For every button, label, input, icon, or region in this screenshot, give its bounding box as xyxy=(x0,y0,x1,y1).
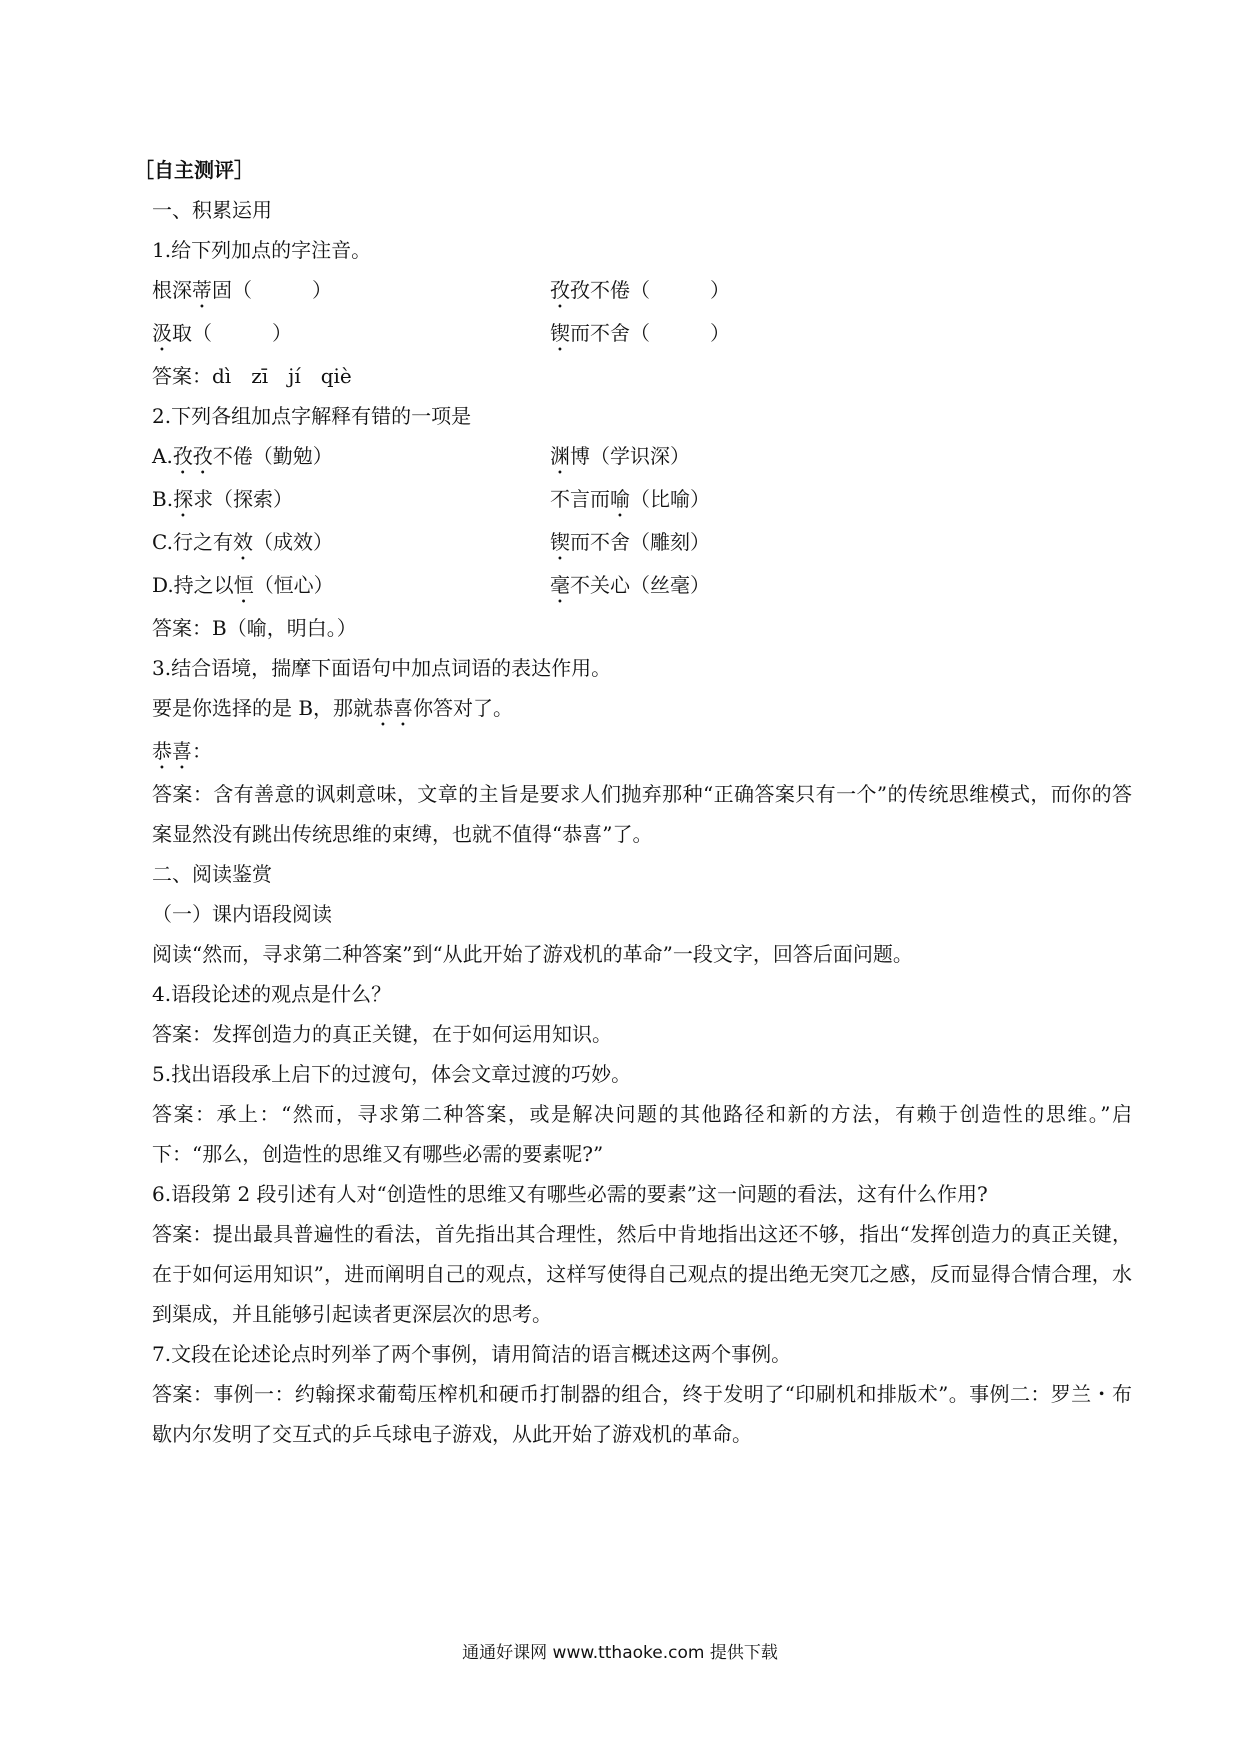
q7-prompt: 7.文段在论述论点时列举了两个事例，请用简洁的语言概述这两个事例。 xyxy=(152,1342,792,1366)
page-footer: 通通好课网 www.tthaoke.com 提供下载 xyxy=(462,1643,778,1663)
q2-row-a xyxy=(152,436,1132,479)
q3-sentence: 要是你选择的是 B，那就恭喜你答对了。 xyxy=(152,696,514,720)
sub1-heading: （一）课内语段阅读 xyxy=(152,902,332,926)
q1-item-1: 根深蒂固（ ） xyxy=(152,278,332,302)
q3-prompt: 3.结合语境，揣摩下面语句中加点词语的表达作用。 xyxy=(152,656,612,680)
document-body xyxy=(134,150,1132,1454)
q1-item-3: 汲取（ ） xyxy=(152,321,292,345)
q2-option-c: C.行之有效（成效） xyxy=(152,530,333,554)
q5-prompt: 5.找出语段承上启下的过渡句，体会文章过渡的巧妙。 xyxy=(152,1062,632,1086)
q2-prompt: 2.下列各组加点字解释有错的一项是 xyxy=(152,404,472,428)
q4-prompt: 4.语段论述的观点是什么？ xyxy=(152,982,392,1006)
q1-row-1 xyxy=(152,270,1132,313)
reading-intro: 阅读“然而，寻求第二种答案”到“从此开始了游戏机的革命”一段文字，回答后面问题。 xyxy=(152,942,913,966)
part2-heading: 二、阅读鉴赏 xyxy=(152,862,272,886)
q2-option-a-right: 渊博（学识深） xyxy=(550,444,690,468)
q2-row-d xyxy=(152,565,1132,608)
q6-prompt: 6.语段第 2 段引述有人对“创造性的思维又有哪些必需的要素”这一问题的看法，这有什么作用? xyxy=(152,1182,988,1206)
q1-prompt: 1.给下列加点的字注音。 xyxy=(152,238,372,262)
q2-row-b xyxy=(152,479,1132,522)
q1-item-4: 锲而不舍（ ） xyxy=(550,321,730,345)
q7-answer: 答案：事例一：约翰探求葡萄压榨机和硬币打制器的组合，终于发明了“印刷机和排版术”。事例二：罗兰・布歇内尔发明了交互式的乒乓球电子游戏，从此开始了游戏机的革命。 xyxy=(152,1382,1132,1446)
q2-option-b-right: 不言而喻（比喻） xyxy=(550,487,710,511)
q1-answer: 答案：dì zī jí qiè xyxy=(152,364,352,388)
q2-option-b: B.探求（探索） xyxy=(152,487,294,511)
q3-answer: 答案：含有善意的讽刺意味，文章的主旨是要求人们抛弃那种“正确答案只有一个”的传统思维模式，而你的答案显然没有跳出传统思维的束缚，也就不值得“恭喜”了。 xyxy=(152,782,1132,846)
q1-item-2: 孜孜不倦（ ） xyxy=(550,278,730,302)
q6-answer: 答案：提出最具普遍性的看法，首先指出其合理性，然后中肯地指出这还不够，指出“发挥创造力的真正关键，在于如何运用知识”，进而阐明自己的观点，这样写使得自己观点的提出绝无突兀之感，反而显得合情合理，水到渠成，并且能够引起读者更深层次的思考。 xyxy=(152,1222,1132,1326)
q3-label: 恭喜： xyxy=(152,739,212,763)
q2-row-c xyxy=(152,522,1132,565)
q2-option-a: A.孜孜不倦（勤勉） xyxy=(152,444,333,468)
q2-answer: 答案：B（喻，明白。） xyxy=(152,616,357,640)
q2-option-d: D.持之以恒（恒心） xyxy=(152,573,334,597)
q5-answer: 答案：承上：“然而，寻求第二种答案，或是解决问题的其他路径和新的方法，有赖于创造性的思维。”启下：“那么，创造性的思维又有哪些必需的要素呢?” xyxy=(152,1102,1132,1166)
q2-option-d-right: 毫不关心（丝毫） xyxy=(550,573,710,597)
q4-answer: 答案：发挥创造力的真正关键，在于如何运用知识。 xyxy=(152,1022,612,1046)
q1-row-2 xyxy=(152,313,1132,356)
part1-heading: 一、积累运用 xyxy=(152,198,272,222)
section-title: ［自主测评］ xyxy=(134,158,254,182)
q2-option-c-right: 锲而不舍（雕刻） xyxy=(550,530,710,554)
